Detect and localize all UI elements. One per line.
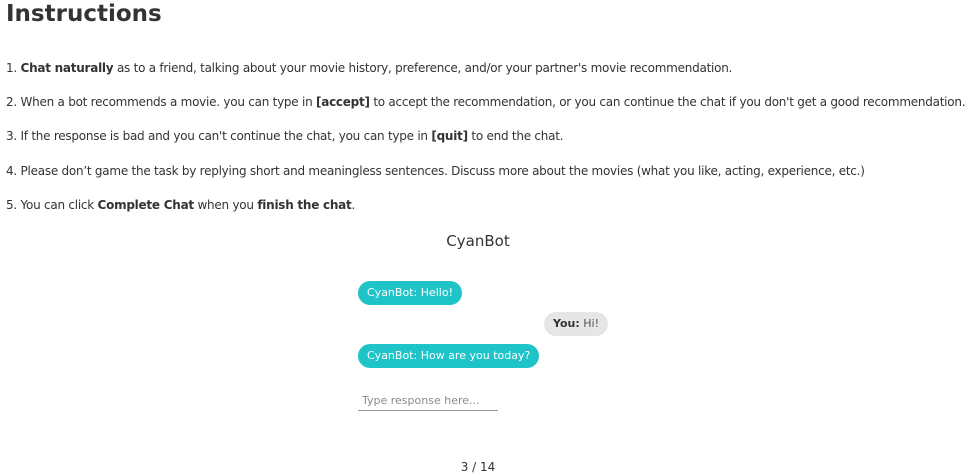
instruction-item-5 (6, 197, 355, 213)
instruction-text: as to a friend, talking about your movie history, preference, and/or your partner's movie recommendation. (113, 61, 733, 75)
chat-bot-name: CyanBot (446, 232, 510, 250)
page-title: Instructions (6, 1, 162, 27)
quit-command: [quit] (431, 129, 468, 143)
instruction-text: When a bot recommends a movie. you can type in (20, 95, 316, 109)
instruction-item-3 (6, 128, 563, 144)
instruction-number: 1. (6, 61, 21, 75)
instruction-text-bold: Chat naturally (20, 61, 114, 75)
instruction-number: 4. (6, 164, 21, 178)
response-input[interactable] (358, 391, 498, 411)
instruction-text: You can click (20, 198, 98, 212)
pagination-indicator: 3 / 14 (460, 460, 496, 474)
instruction-text: . (351, 198, 356, 212)
chat-message-user (544, 312, 608, 336)
message-speaker: CyanBot: (367, 286, 418, 299)
chat-message-bot (358, 344, 539, 368)
message-text: Hello! (417, 286, 453, 299)
chat-message-bot (358, 281, 462, 305)
accept-command: [accept] (315, 95, 370, 109)
instruction-text-bold: finish the chat (257, 198, 352, 212)
complete-chat-label: Complete Chat (97, 198, 194, 212)
instruction-text: to end the chat. (467, 129, 564, 143)
instruction-text: If the response is bad and you can't continue the chat, you can type in (20, 129, 432, 143)
instruction-text: Please don’t game the task by replying short and meaningless sentences. Discuss more about the movies (what you like, acting, experience, etc.) (20, 164, 865, 178)
message-text: How are you today? (417, 349, 531, 362)
instruction-text: when you (193, 198, 258, 212)
instruction-item-4 (6, 163, 865, 179)
instruction-item-1 (6, 60, 732, 76)
message-speaker: You: (553, 317, 580, 330)
instruction-item-2 (6, 94, 965, 110)
instruction-number: 3. (6, 129, 21, 143)
message-text: Hi! (579, 317, 599, 330)
instruction-number: 5. (6, 198, 21, 212)
instruction-text: to accept the recommendation, or you can continue the chat if you don't get a good recommendation. (369, 95, 965, 109)
message-speaker: CyanBot: (367, 349, 418, 362)
instruction-number: 2. (6, 95, 21, 109)
